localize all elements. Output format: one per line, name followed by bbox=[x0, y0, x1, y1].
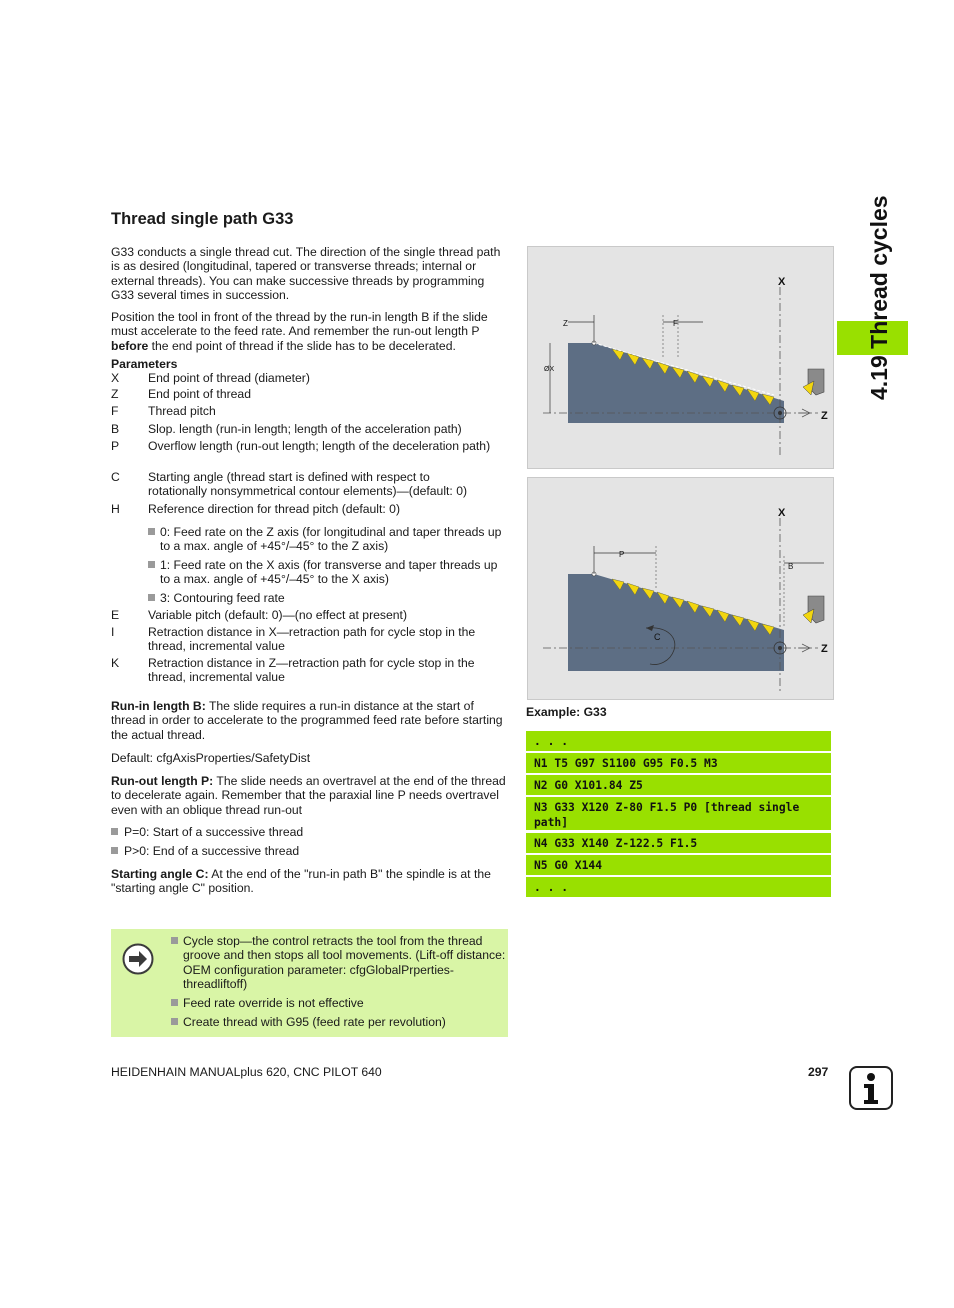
section-tab-title: 4.19 Thread cycles bbox=[866, 195, 892, 400]
fig2-b-dim: B bbox=[788, 562, 794, 571]
param-row-b: B Slop. length (run-in length; length of the acceleration path) bbox=[111, 422, 462, 436]
h-option-3: 3: Contouring feed rate bbox=[148, 591, 520, 605]
fig2-p-dim: P bbox=[619, 550, 625, 559]
info-icon bbox=[849, 1066, 893, 1110]
page-number: 297 bbox=[808, 1065, 829, 1079]
note-item-0: Cycle stop—the control retracts the tool from the thread groove and then stops all tool movements. (Lift-off distance: OEM configuration parameter: cfgGlobalPrperties-threadliftoff) bbox=[171, 934, 518, 992]
example-label: Example: G33 bbox=[526, 705, 607, 719]
bullet-square-icon bbox=[171, 1018, 178, 1025]
h-option-1: 1: Feed rate on the X axis (for transverse and taper threads up to a max. angle of +45°/–45° to the X axis) bbox=[148, 558, 505, 587]
fig2-z-label: Z bbox=[821, 643, 828, 655]
default-paragraph: Default: cfgAxisProperties/SafetyDist bbox=[111, 751, 311, 765]
param-row-z: Z End point of thread bbox=[111, 387, 251, 401]
code-line-4: N4 G33 X140 Z-122.5 F1.5 bbox=[526, 833, 831, 853]
param-row-i: I Retraction distance in X—retraction path for cycle stop in the thread, incremental value bbox=[111, 625, 476, 654]
parameters-label: Parameters bbox=[111, 357, 178, 371]
runin-paragraph: Run-in length B: The slide requires a run-in distance at the start of thread in order to accelerate to the programmed feed rate before starting the actual thread. bbox=[111, 699, 503, 742]
param-row-e: E Variable pitch (default: 0)—(no effect at present) bbox=[111, 608, 408, 622]
section-heading: Thread single path G33 bbox=[111, 210, 294, 228]
thread-diagram-1 bbox=[528, 247, 833, 468]
bullet-square-icon bbox=[111, 828, 118, 835]
note-item-2: Create thread with G95 (feed rate per revolution) bbox=[171, 1015, 518, 1029]
bullet-square-icon bbox=[148, 561, 155, 568]
p-bullet-0: P=0: Start of a successive thread bbox=[111, 825, 524, 839]
footer-title: HEIDENHAIN MANUALplus 620, CNC PILOT 640 bbox=[111, 1065, 382, 1079]
code-line-3: N3 G33 X120 Z-80 F1.5 P0 [thread single path] bbox=[526, 797, 831, 830]
param-row-f: F Thread pitch bbox=[111, 404, 216, 418]
bullet-square-icon bbox=[148, 594, 155, 601]
intro-paragraph: G33 conducts a single thread cut. The direction of the single thread path is as desired (longitudinal, tapered or transverse threads; internal or external threads). You can make successive threads by programming G33 several times in succession. bbox=[111, 245, 501, 303]
bullet-square-icon bbox=[111, 847, 118, 854]
code-line-1: N1 T5 G97 S1100 G95 F0.5 M3 bbox=[526, 753, 831, 773]
param-row-k: K Retraction distance in Z—retraction path for cycle stop in the thread, incremental value bbox=[111, 656, 475, 685]
note-item-1: Feed rate override is not effective bbox=[171, 996, 518, 1010]
param-row-p: P Overflow length (run-out length; length of the deceleration path) bbox=[111, 439, 491, 453]
h-option-0: 0: Feed rate on the Z axis (for longitudinal and taper threads up to a max. angle of +45°/–45° to the Z axis) bbox=[148, 525, 505, 554]
code-line-2: N2 G0 X101.84 Z5 bbox=[526, 775, 831, 795]
fig1-dx-dim: ØX bbox=[544, 366, 555, 373]
bullet-square-icon bbox=[171, 937, 178, 944]
start-angle-paragraph: Starting angle C: At the end of the "run-in path B" the spindle is at the "starting angle C" position. bbox=[111, 867, 491, 896]
fig2-x-label: X bbox=[778, 507, 786, 519]
workpiece-shape bbox=[568, 343, 784, 423]
thread-diagram-2 bbox=[528, 478, 833, 699]
figure-g33-runin-runout bbox=[527, 477, 834, 700]
code-line-6: . . . bbox=[526, 877, 831, 897]
code-line-0: . . . bbox=[526, 731, 831, 751]
bullet-square-icon bbox=[148, 528, 155, 535]
fig1-x-label: X bbox=[778, 276, 786, 288]
fig1-f-dim: F bbox=[673, 319, 678, 328]
bullet-square-icon bbox=[171, 999, 178, 1006]
p-bullet-1: P>0: End of a successive thread bbox=[111, 844, 524, 858]
fig1-z-label: Z bbox=[821, 410, 828, 422]
intro-paragraph-2: Position the tool in front of the thread by the run-in length B if the slide must accelerate to the feed rate. And remember the run-out length P before the end point of thread if the slide has to be decelerated. bbox=[111, 310, 488, 353]
fig1-z-dim: Z bbox=[563, 319, 568, 328]
fig2-c-label: C bbox=[654, 632, 661, 642]
code-line-5: N5 G0 X144 bbox=[526, 855, 831, 875]
param-row-h: H Reference direction for thread pitch (default: 0) bbox=[111, 502, 401, 516]
param-row-c: C Starting angle (thread start is defined with respect to rotationally nonsymmetrical contour elements)—(default: 0) bbox=[111, 470, 468, 499]
arrow-right-icon bbox=[122, 943, 154, 975]
param-row-x: X End point of thread (diameter) bbox=[111, 371, 310, 385]
runout-paragraph: Run-out length P: The slide needs an overtravel at the end of the thread to decelerate again. Remember that the paraxial line P needs overtravel even with an oblique thread run-out bbox=[111, 774, 506, 817]
figure-g33-longitudinal bbox=[527, 246, 834, 469]
